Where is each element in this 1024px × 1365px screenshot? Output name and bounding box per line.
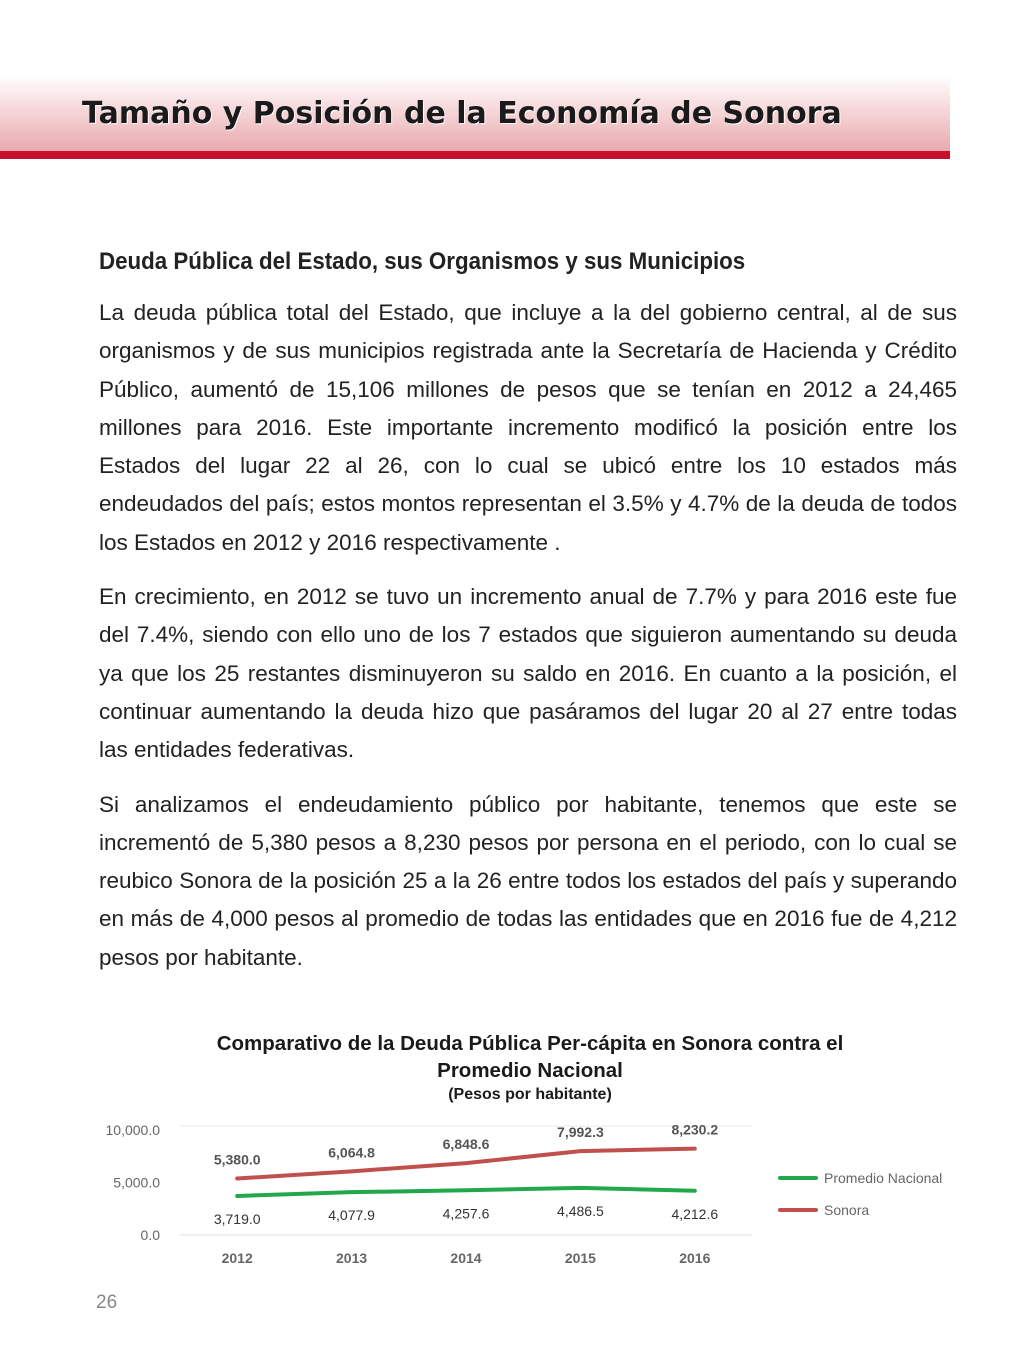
legend-label: Promedio Nacional bbox=[824, 1170, 943, 1186]
data-label: 4,077.9 bbox=[328, 1207, 375, 1224]
data-label: 6,064.8 bbox=[328, 1144, 375, 1161]
paragraph-debt-growth: En crecimiento, en 2012 se tuvo un incremento anual de 7.7% y para 2016 este fue del 7.4%, siendo con ello uno de los 7 estados que siguieron aumentando su deuda ya que los 25 restantes disminuyeron su saldo en 2016. En cuanto a la posición, el continuar aumentando la deuda hizo que pasáramos del lugar 20 al 27 entre todas las entidades federativas. bbox=[99, 584, 957, 763]
paragraph-debt-total: La deuda pública total del Estado, que incluye a la del gobierno central, al de sus organismos y de sus municipios registrada ante la Secretaría de Hacienda y Crédito Público, aumentó de 15,106 millones de pesos que se tenían en 2012 a 24,465 millones para 2016. Este importante incremento modificó la posición entre los Estados del lugar 22 al 26, con lo cual se ubicó entre los 10 estados más endeudados del país; estos montos representan el 3.5% y 4.7% de la deuda de todos los Estados en 2012 y 2016 respectivamente . bbox=[99, 300, 957, 555]
header-rule bbox=[0, 151, 950, 159]
per-capita-debt-chart bbox=[90, 1110, 970, 1275]
data-label: 4,486.5 bbox=[557, 1202, 604, 1219]
x-tick-label: 2014 bbox=[450, 1250, 482, 1266]
chart-title: Comparativo de la Deuda Pública Per-cápita en Sonora contra el Promedio Nacional bbox=[216, 1032, 844, 1082]
y-tick-label: 5,000.0 bbox=[113, 1174, 160, 1191]
x-tick-label: 2012 bbox=[221, 1250, 253, 1266]
data-label: 4,257.6 bbox=[442, 1205, 490, 1222]
legend-label: Sonora bbox=[824, 1202, 870, 1218]
x-tick-label: 2015 bbox=[564, 1250, 596, 1266]
paragraph-debt-per-capita: Si analizamos el endeudamiento público por habitante, tenemos que este se incrementó de 5,380 pesos a 8,230 pesos por persona en el periodo, con lo cual se reubico Sonora de la posición 25 a la 26 entre todos los estados del país y superando en más de 4,000 pesos al promedio de todas las entidades que en 2016 fue de 4,212 pesos por habitante. bbox=[99, 791, 957, 970]
main-content bbox=[99, 248, 957, 993]
x-tick-label: 2016 bbox=[679, 1250, 711, 1266]
page-header-title: Tamaño y Posición de la Economía de Sonora bbox=[82, 96, 842, 131]
series-line-sonora bbox=[237, 1149, 695, 1179]
chart-subtitle: (Pesos por habitante) bbox=[448, 1086, 612, 1103]
data-label: 7,992.3 bbox=[557, 1124, 604, 1141]
data-label: 8,230.2 bbox=[671, 1121, 719, 1138]
series-line-promedio-nacional bbox=[237, 1188, 695, 1196]
y-tick-label: 10,000.0 bbox=[105, 1122, 160, 1138]
data-label: 6,848.6 bbox=[442, 1136, 490, 1153]
data-label: 4,212.6 bbox=[671, 1205, 719, 1222]
data-label: 5,380.0 bbox=[213, 1151, 261, 1168]
page-number: 26 bbox=[96, 1292, 118, 1313]
y-tick-label: 0.0 bbox=[140, 1227, 160, 1243]
x-tick-label: 2013 bbox=[336, 1250, 368, 1266]
data-label: 3,719.0 bbox=[213, 1210, 261, 1227]
section-heading: Deuda Pública del Estado, sus Organismos y sus Municipios bbox=[99, 248, 746, 275]
